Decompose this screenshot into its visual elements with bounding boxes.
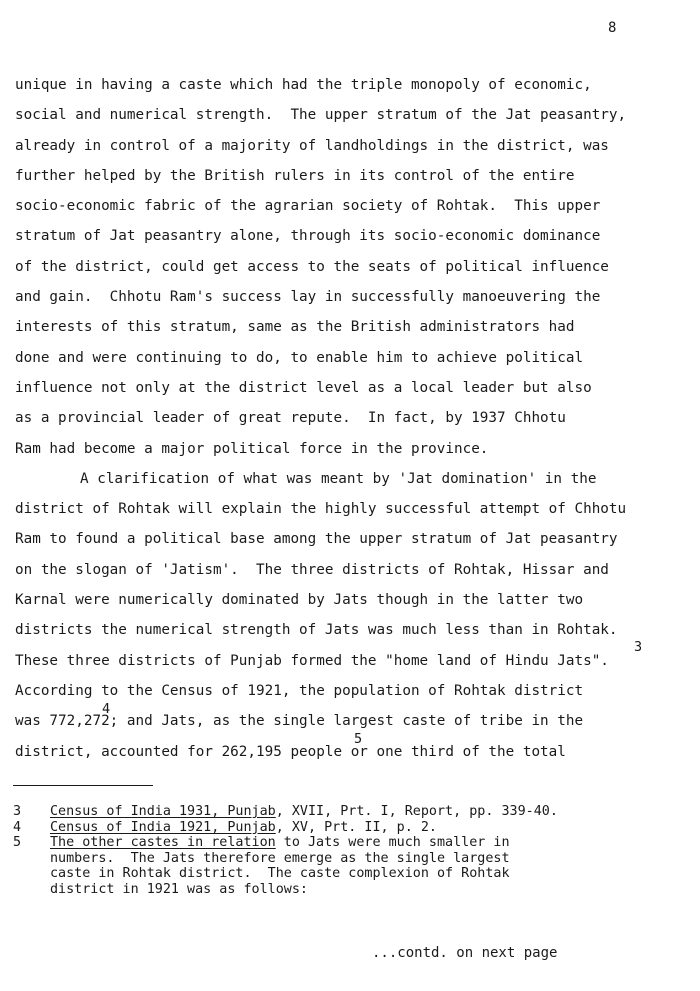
- text-line: already in control of a majority of landholdings in the district, was: [15, 137, 609, 154]
- text-line: These three districts of Punjab formed the "home land of Hindu Jats".: [15, 652, 609, 669]
- footnote-title: Census of India 1921, Punjab: [50, 819, 276, 835]
- footnote-item: [13, 804, 653, 820]
- text-line: district, accounted for 262,195 people or one third of the total: [15, 743, 566, 760]
- text-line: influence not only at the district level as a local leader but also: [15, 379, 592, 396]
- text-line: district of Rohtak will explain the highly successful attempt of Chhotu: [15, 501, 627, 518]
- body-text: [15, 70, 675, 767]
- footnotes: [13, 804, 653, 897]
- footnote-text: [50, 835, 653, 897]
- footnote-rest: , XVII, Prt. I, Report, pp. 339-40.: [275, 804, 558, 819]
- footnote-rest: , XV, Prt. II, p. 2.: [275, 819, 437, 835]
- text-line: further helped by the British rulers in its control of the entire: [15, 167, 575, 184]
- text-line: social and numerical strength. The upper stratum of the Jat peasantry,: [15, 107, 627, 124]
- footnote-divider: [13, 785, 153, 786]
- footnote-rest: to Jats were much smaller in numbers. The Jats therefore emerge as the single largest caste in Rohtak district. The caste complexion of Rohtak district in 1921 was as follows:: [50, 835, 510, 897]
- footnote-number: 3: [13, 804, 22, 819]
- text-line: Karnal were numerically dominated by Jats though in the latter two: [15, 592, 584, 609]
- footnote-ref-3: 3: [634, 639, 643, 655]
- text-line: of the district, could get access to the seats of political influence: [15, 258, 609, 275]
- text-line: Ram had become a major political force in the province.: [15, 440, 489, 457]
- footnote-number: 4: [13, 819, 22, 835]
- footnote-title: Census of India 1931, Punjab: [50, 804, 276, 819]
- text-line: socio-economic fabric of the agrarian society of Rohtak. This upper: [15, 198, 601, 215]
- continuation-note: ...contd. on next page: [372, 945, 558, 961]
- text-line: interests of this stratum, same as the British administrators had: [15, 319, 575, 336]
- footnote-number: 5: [13, 835, 22, 850]
- footnote-ref-5: 5: [354, 731, 363, 747]
- footnote-item: [13, 835, 653, 897]
- text-line: on the slogan of 'Jatism'. The three districts of Rohtak, Hissar and: [15, 561, 609, 578]
- footnote-title: The other castes in relation: [50, 835, 276, 850]
- text-line: stratum of Jat peasantry alone, through its socio-economic dominance: [15, 228, 601, 245]
- paragraph-start-line: A clarification of what was meant by 'Jat domination' in the: [80, 470, 597, 487]
- text-line: districts the numerical strength of Jats was much less than in Rohtak.: [15, 622, 618, 639]
- footnote-ref-4: 4: [102, 701, 111, 717]
- text-line: done and were continuing to do, to enable him to achieve political: [15, 349, 584, 366]
- text-line: unique in having a caste which had the triple monopoly of economic,: [15, 77, 592, 93]
- text-line: was 772,272; and Jats, as the single largest caste of tribe in the: [15, 713, 584, 730]
- text-line: as a provincial leader of great repute. In fact, by 1937 Chhotu: [15, 410, 566, 427]
- text-line: and gain. Chhotu Ram's success lay in successfully manoeuvering the: [15, 289, 601, 306]
- page-number: 8: [608, 20, 617, 36]
- footnote-item: [13, 820, 653, 836]
- text-line: Ram to found a political base among the upper stratum of Jat peasantry: [15, 531, 618, 548]
- footnote-text: [50, 804, 653, 820]
- footnote-text: [50, 820, 653, 836]
- text-line: According to the Census of 1921, the population of Rohtak district: [15, 682, 584, 699]
